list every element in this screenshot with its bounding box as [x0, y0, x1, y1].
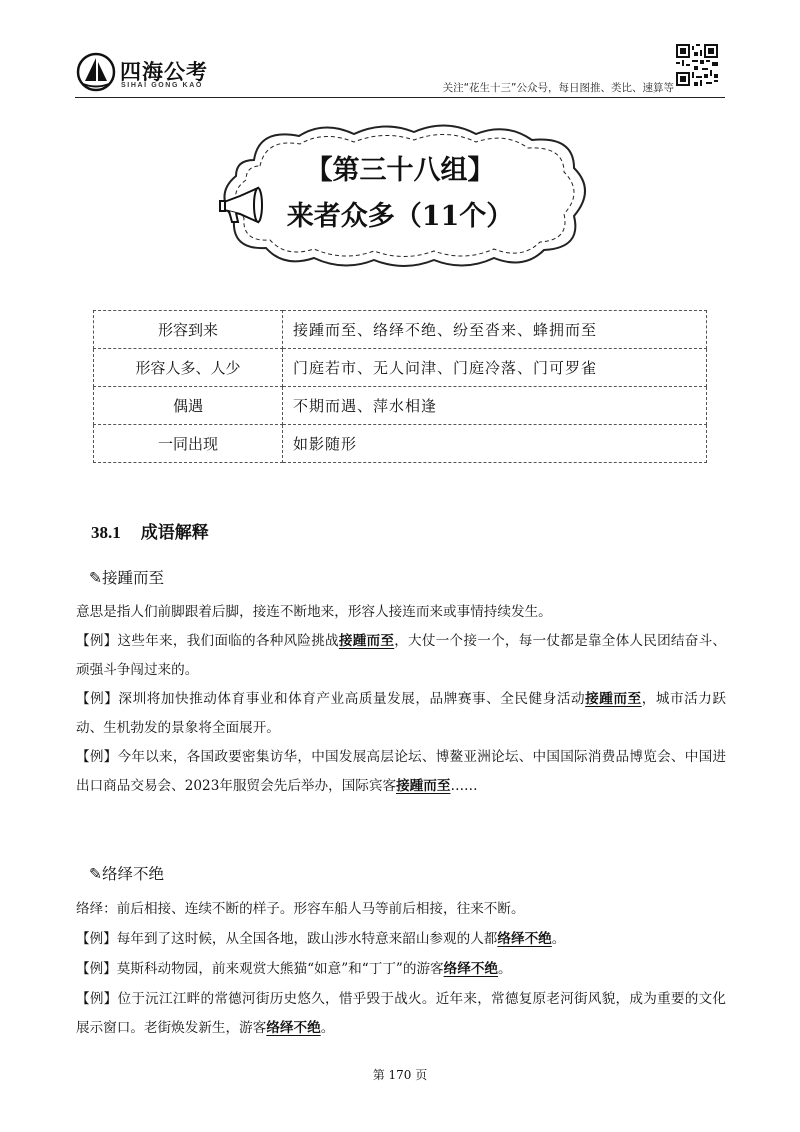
- idioms-cell: 不期而遇、萍水相逢: [283, 387, 707, 425]
- example-paragraph: 【例】深圳将加快推动体育事业和体育产业高质量发展，品牌赛事、全民健身活动接踵而至，城市活力跃动、生机勃发的景象将全面展开。: [76, 691, 727, 736]
- example-paragraph: 【例】这些年来，我们面临的各种风险挑战接踵而至，大仗一个接一个，每一仗都是靠全体人民团结奋斗、顽强斗争闯过来的。: [76, 633, 727, 678]
- idioms-cell: 如影随形: [283, 425, 707, 463]
- sailboat-logo-icon: [76, 52, 116, 92]
- header-note: 关注“花生十三”公众号，每日图推、类比、速算等: [442, 82, 674, 94]
- category-cell: 形容到来: [94, 311, 283, 349]
- highlighted-idiom: 络绎不绝: [497, 931, 552, 947]
- page-header: [0, 0, 800, 100]
- category-cell: 形容人多、人少: [94, 349, 283, 387]
- highlighted-idiom: 接踵而至: [585, 691, 642, 707]
- group-subtitle: 来者众多（11个）: [286, 201, 514, 232]
- table-row: [94, 311, 707, 349]
- section-title: 成语解释: [140, 523, 209, 543]
- header-divider: [75, 97, 725, 98]
- brand-name: 四海公考: [120, 60, 208, 84]
- table-row: [94, 425, 707, 463]
- highlighted-idiom: 接踵而至: [338, 633, 395, 649]
- page-number: 第 170 页: [372, 1068, 428, 1082]
- table-row: [94, 349, 707, 387]
- example-paragraph: 【例】莫斯科动物园，前来观赏大熊猫“如意”和“丁丁”的游客络绎不绝。: [76, 961, 512, 977]
- example-paragraph: 【例】位于沅江江畔的常德河街历史悠久，惜乎毁于战火。近年来，常德复原老河街风貌，成为重要的文化展示窗口。老街焕发新生，游客络绎不绝。: [76, 991, 726, 1036]
- brand-subtitle: SIHAI GONG KAO: [121, 82, 203, 89]
- category-cell: 偶遇: [94, 387, 283, 425]
- idiom-category-table: [93, 310, 707, 463]
- category-cell: 一同出现: [94, 425, 283, 463]
- idioms-cell: 接踵而至、络绎不绝、纷至沓来、蜂拥而至: [283, 311, 707, 349]
- highlighted-idiom: 络绎不绝: [266, 1020, 321, 1036]
- highlighted-idiom: 接踵而至: [396, 778, 451, 794]
- idiom-meaning: 络绎：前后相接、连续不断的样子。形容车船人马等前后相接，往来不断。: [76, 901, 525, 917]
- idioms-cell: 门庭若市、无人问津、门庭冷落、门可罗雀: [283, 349, 707, 387]
- example-paragraph: 【例】每年到了这时候，从全国各地，跋山涉水特意来韶山参观的人都络绎不绝。: [76, 931, 566, 947]
- idiom-term: ✎接踵而至: [89, 569, 164, 587]
- idiom-meaning: 意思是指人们前脚跟着后脚，接连不断地来，形容人接连而来或事情持续发生。: [76, 604, 552, 620]
- group-title: 【第三十八组】: [305, 155, 495, 186]
- section-heading: [91, 518, 209, 543]
- highlighted-idiom: 络绎不绝: [443, 961, 499, 977]
- section-number: 38.1: [91, 523, 121, 542]
- example-paragraph: 【例】今年以来，各国政要密集访华，中国发展高层论坛、博鳌亚洲论坛、中国国际消费品博览会、中国进出口商品交易会、2023年服贸会先后举办，国际宾客接踵而至……: [76, 749, 726, 794]
- qr-code-icon: [676, 44, 718, 86]
- table-row: [94, 387, 707, 425]
- idiom-term: ✎络绎不绝: [89, 865, 164, 883]
